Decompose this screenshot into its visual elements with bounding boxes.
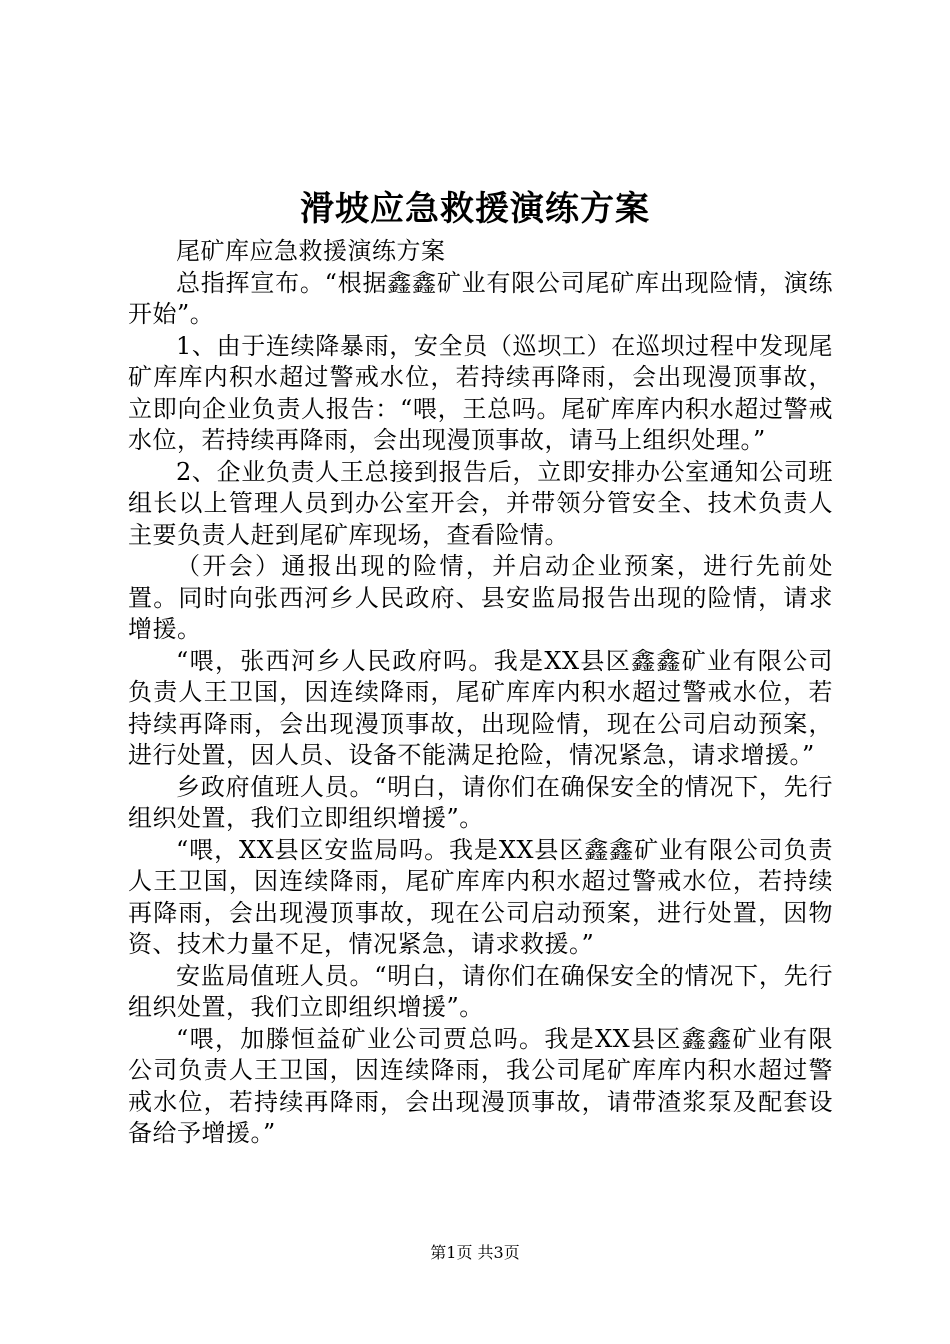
page-footer: 第1页 共3页 [430, 1243, 520, 1262]
paragraph: 安监局值班人员。“明白，请你们在确保安全的情况下，先行组织处置，我们立即组织增援”。 [128, 961, 833, 1021]
paragraph: 尾矿库应急救援演练方案 [176, 237, 446, 265]
paragraph: “喂，加滕恒益矿业公司贾总吗。我是XX县区鑫鑫矿业有限公司负责人王卫国，因连续降雨，我公司尾矿库库内积水超过警戒水位，若持续再降雨，会出现漫顶事故，请带渣浆泵及配套设备给予增援。” [128, 1024, 833, 1147]
paragraph: 乡政府值班人员。“明白，请你们在确保安全的情况下，先行组织处置，我们立即组织增援”。 [128, 772, 833, 832]
paragraph: 总指挥宣布。“根据鑫鑫矿业有限公司尾矿库出现险情，演练开始”。 [128, 268, 833, 328]
paragraph: （开会）通报出现的险情，并启动企业预案，进行先前处置。同时向张西河乡人民政府、县安监局报告出现的险情，请求增援。 [128, 552, 833, 643]
document-body [128, 236, 833, 1150]
paragraph: “喂，张西河乡人民政府吗。我是XX县区鑫鑫矿业有限公司负责人王卫国，因连续降雨，尾矿库库内积水超过警戒水位，若持续再降雨，会出现漫顶事故，出现险情，现在公司启动预案，进行处置，因人员、设备不能满足抢险，情况紧急，请求增援。” [128, 646, 833, 769]
document-title: 滑坡应急救援演练方案 [300, 189, 650, 229]
paragraph: 1、由于连续降暴雨，安全员（巡坝工）在巡坝过程中发现尾矿库库内积水超过警戒水位，若持续再降雨，会出现漫顶事故，立即向企业负责人报告：“喂，王总吗。尾矿库库内积水超过警戒水位，若持续再降雨，会出现漫顶事故，请马上组织处理。” [128, 331, 833, 454]
paragraph: “喂，XX县区安监局吗。我是XX县区鑫鑫矿业有限公司负责人王卫国，因连续降雨，尾矿库库内积水超过警戒水位，若持续再降雨，会出现漫顶事故，现在公司启动预案，进行处置，因物资、技术力量不足，情况紧急，请求救援。” [128, 835, 833, 958]
paragraph: 2、企业负责人王总接到报告后，立即安排办公室通知公司班组长以上管理人员到办公室开会，并带领分管安全、技术负责人主要负责人赶到尾矿库现场，查看险情。 [128, 457, 833, 549]
